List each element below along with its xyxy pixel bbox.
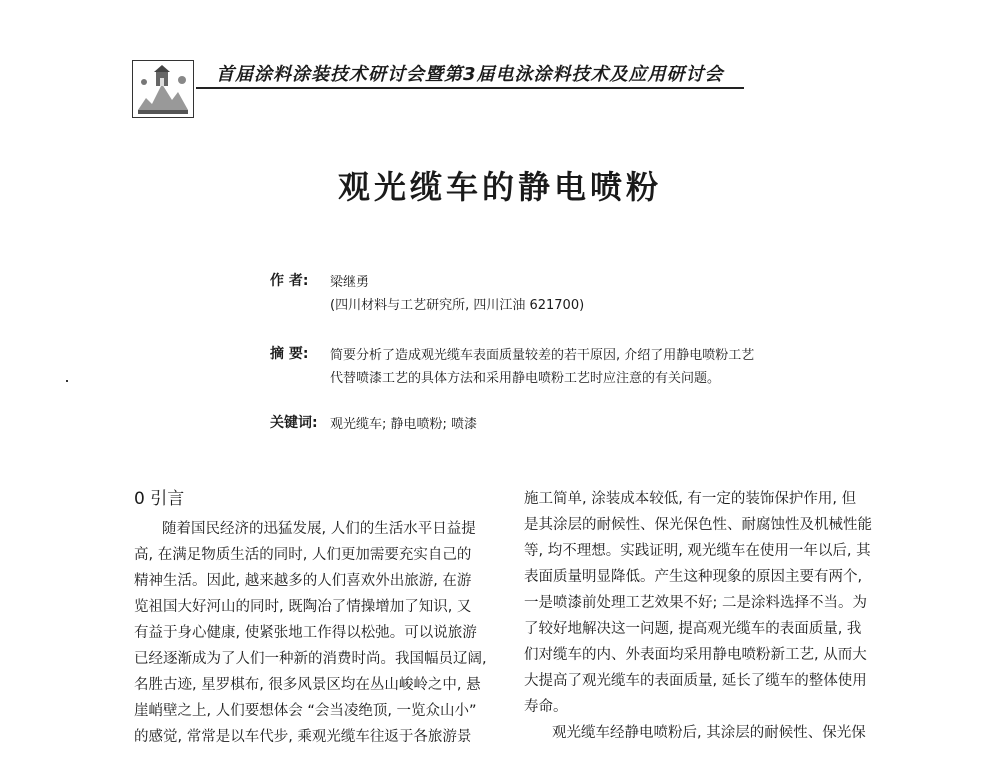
paragraph-line: 的感觉, 常常是以车代步, 乘观光缆车往返于各旅游景 xyxy=(134,729,472,745)
paragraph-line: 是其涂层的耐候性、保光保色性、耐腐蚀性及机械性能 xyxy=(524,517,872,533)
paragraph-line: 施工简单, 涂装成本较低, 有一定的装饰保护作用, 但 xyxy=(524,491,857,507)
paragraph-line: 了较好地解决这一问题, 提高观光缆车的表面质量, 我 xyxy=(524,621,862,637)
scan-speck xyxy=(66,380,68,382)
abstract-line: 代替喷漆工艺的具体方法和采用静电喷粉工艺时应注意的有关问题。 xyxy=(330,371,721,386)
paragraph-line: 名胜古迹, 星罗棋布, 很多风景区均在丛山峻岭之中, 悬 xyxy=(134,677,481,693)
paragraph-line: 精神生活。因此, 越来越多的人们喜欢外出旅游, 在游 xyxy=(134,573,472,589)
paragraph-line: 大提高了观光缆车的表面质量, 延长了缆车的整体使用 xyxy=(524,673,867,689)
left-column xyxy=(134,486,504,750)
abstract-line: 简要分析了造成观光缆车表面质量较差的若干原因, 介绍了用静电喷粉工艺 xyxy=(330,348,755,363)
keywords-label: 关键词: xyxy=(270,415,318,431)
paragraph-line: 表面质量明显降低。产生这种现象的原因主要有两个, xyxy=(524,569,863,585)
author-label: 作 者: xyxy=(270,273,309,289)
paragraph-line: 已经逐渐成为了人们一种新的消费时尚。我国幅员辽阔, xyxy=(134,651,487,667)
paragraph-line: 等, 均不理想。实践证明, 观光缆车在使用一年以后, 其 xyxy=(524,543,871,559)
right-column xyxy=(524,486,904,746)
conference-header: 首届涂料涂装技术研讨会暨第3届电泳涂料技术及应用研讨会 xyxy=(216,64,724,85)
paragraph-line: 一是喷漆前处理工艺效果不好; 二是涂料选择不当。为 xyxy=(524,595,867,611)
paragraph-line: 崖峭壁之上, 人们要想体会 “会当凌绝顶, 一览众山小” xyxy=(134,703,477,719)
section-heading: 0 引言 xyxy=(134,489,185,509)
author-affiliation: (四川材料与工艺研究所, 四川江油 621700) xyxy=(330,298,585,313)
article-title: 观光缆车的静电喷粉 xyxy=(337,168,662,206)
header-divider xyxy=(196,87,744,89)
abstract-label: 摘 要: xyxy=(270,346,309,362)
paragraph-line: 寿命。 xyxy=(524,699,568,715)
keywords: 观光缆车; 静电喷粉; 喷漆 xyxy=(330,417,478,432)
author-name: 梁继勇 xyxy=(330,275,370,290)
paragraph-line: 观光缆车经静电喷粉后, 其涂层的耐候性、保光保 xyxy=(552,725,866,741)
paragraph-line: 随着国民经济的迅猛发展, 人们的生活水平日益提 xyxy=(162,521,476,537)
conference-logo-icon xyxy=(132,60,194,118)
paragraph-line: 有益于身心健康, 使紧张地工作得以松弛。可以说旅游 xyxy=(134,625,477,641)
paragraph-line: 览祖国大好河山的同时, 既陶冶了情操增加了知识, 又 xyxy=(134,599,472,615)
paragraph-line: 高, 在满足物质生活的同时, 人们更加需要充实自己的 xyxy=(134,547,472,563)
paragraph-line: 们对缆车的内、外表面均采用静电喷粉新工艺, 从而大 xyxy=(524,647,867,663)
